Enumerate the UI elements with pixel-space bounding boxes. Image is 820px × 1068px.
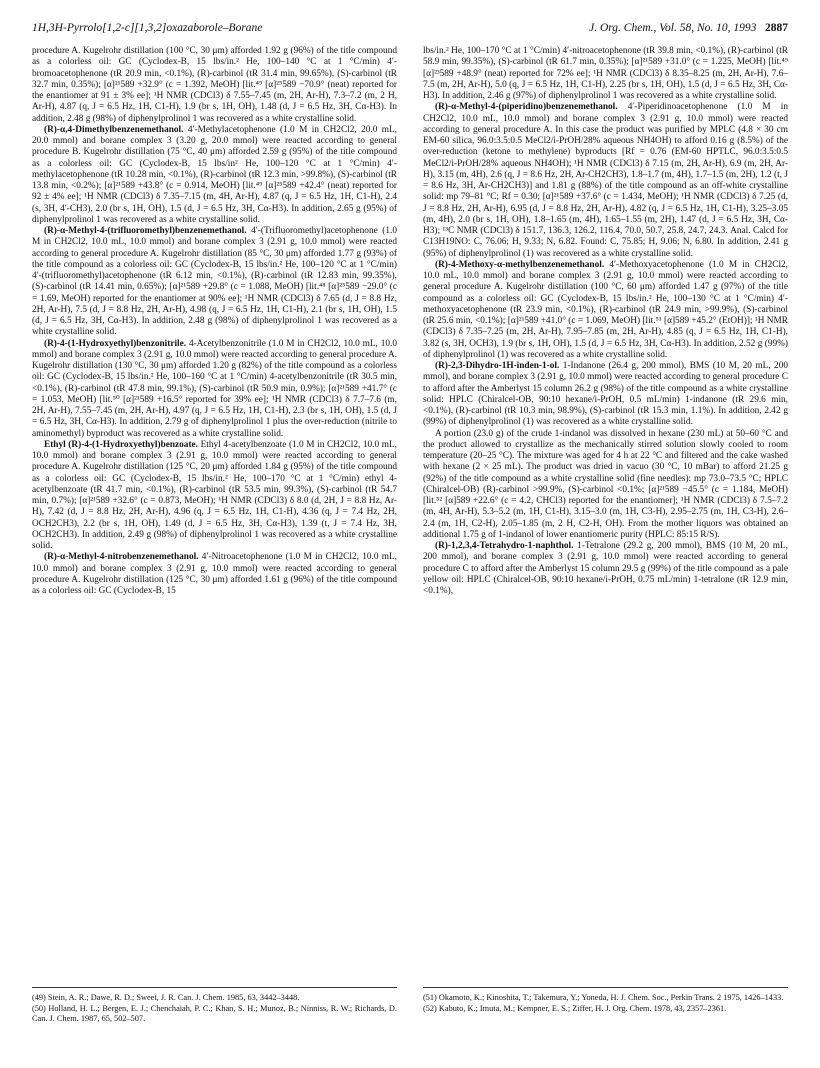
compound-heading: (R)-α-Methyl-4-nitrobenzenemethanol. <box>44 552 199 563</box>
compound-heading: (R)-α-Methyl-4-(trifluoromethyl)benzenemethanol. <box>44 226 247 236</box>
footnotes-left <box>32 993 397 1026</box>
left-column <box>32 46 397 597</box>
compound-heading: (R)-2,3-Dihydro-1H-inden-1-ol. <box>435 361 560 371</box>
paragraph: A portion (23.0 g) of the crude 1-indanol was dissolved in hexane (230 mL) at 50–60 °C and the product allowed to crystallize as the mechanically stirred solution slowly cooled to room temperature (20–25 °C). The mixture was aged for 4 h at 22 °C and filtered and the cake washed with hexane (2 × 25 mL). The product was dried in vacuo (30 °C, 10 mBar) to afford 21.25 g (92%) of the title compound as a white crystalline solid (fine needles): mp 73.0–73.5 °C; HPLC (Chiralcel-OB) (R)-carbinol >99.9%, (S)-carbinol <0.1%; [α]²¹589 −45.5° (c = 1.184, MeOH) [lit.⁵² [α]589 +22.6° (c = 4.2, CHCl3) reported for the enantiomer]; ¹H NMR (CDCl3) δ 7.5–7.2 (m, 4H, Ar-H), 5.3–5.2 (m, 1H, C1-H), 3.15–3.0 (m, 1H, C3-H), 2.95–2.75 (m, 1H, C3-H), 2.6–2.4 (m, 1H, C2-H), 2.05–1.85 (m, 2 H, C2-H, OH). From the mother liquors was obtained an additional 1.75 g of 1-indanol of lower enantiomeric purity (HPLC: 85:15 R/S). <box>423 428 788 540</box>
paragraph: (R)-α-Methyl-4-(trifluoromethyl)benzenemethanol. 4′-(Trifluoromethyl)acetophenone (1.0 M in CH2Cl2, 10.0 mL, 10.0 mmol) and borane complex 3 (2.91 g, 10.0 mmol) were reacted according to general procedure A. Kugelrohr distillation (85 °C, 30 μm) afforded 1.77 g (93%) of the title compound as a colorless oil: GC (Cyclodex-B, 15 lbs/in.² He, 100–120 °C at 1 °C/min) 4′-(trifluoromethyl)acetophenone (tR 6.12 min, <0.1%), (R)-carbinol (tR 12.83 min, 99.35%), (S)-carbinol (tR 14.41 min, 0.65%); [α]²¹589 +29.8° (c = 1.088, MeOH) [lit.⁴⁸ [α]²⁵589 −29.0° (c = 1.69, MeOH) reported for the enantiomer at 90% ee]; ¹H NMR (CDCl3) δ 7.65 (d, J = 8.8 Hz, 2H, Ar-H), 7.5 (d, J = 8.8 Hz, 2H, Ar-H), 4.98 (q, J = 6.5 Hz, 1H, C1-H), 2.1 (br s, 1H, OH), 1.5 (d, J = 6.5 Hz, 3H, Cα-H3). In addition, 2.48 g (98%) of diphenylprolinol 1 was recovered as a white crystalline solid. <box>32 226 397 338</box>
compound-heading: (R)-α,4-Dimethylbenzenemethanol. <box>44 124 184 135</box>
right-column <box>423 46 788 597</box>
footnote-divider <box>32 987 397 988</box>
footnote-divider <box>423 987 788 988</box>
journal-citation <box>589 22 788 34</box>
paragraph: (R)-4-(1-Hydroxyethyl)benzonitrile. 4-Acetylbenzonitrile (1.0 M in CH2Cl2, 10.0 mL, 10.0 mmol) and borane complex 3 (2.91 g, 10.0 mmol) were reacted according to general procedure A. Kugelrohr distillation (130 °C, 30 μm) afforded 1.20 g (82%) of the title compound as a colorless oil: GC (Cyclodex-B, 15 lbs/in.² He, 100–160 °C at 1 °C/min) 4-acetylbenzonitrile (tR 30.5 min, <0.1%), (R)-carbinol (tR 47.8 min, 99.1%), (S)-carbinol (tR 50.9 min, 0.9%); [α]²¹589 +41.7° (c = 1.053, MeOH) [lit.⁵⁰ [α]²¹589 +16.5° reported for 39% ee]; ¹H NMR (CDCl3) δ 7.7–7.6 (m, 2H, Ar-H), 7.55–7.45 (m, 2H, Ar-H), 4.97 (q, J = 6.5 Hz, 1H, C1-H), 2.3 (br s, 1H, OH), 1.5 (d, J = 6.5 Hz, 3H, Cα-H3). In addition, 2.79 g of diphenylprolinol 1 plus the over-reduction (nitrile to aminomethyl) byproduct was recovered as a white crystalline solid. <box>32 338 397 439</box>
paragraph: (R)-1,2,3,4-Tetrahydro-1-naphthol. 1-Tetralone (29.2 g, 200 mmol), BMS (10 M, 20 mL, 200 mmol), and borane complex 3 (2.91 g, 10.0 mmol) were reacted according to general procedure C to afford after the Amberlyst 15 column 29.5 g (99%) of the title compound as a pale yellow oil: HPLC (Chiralcel-OB, 90:10 hexane/i-PrOH, 0.75 mL/min) 1-tetralone (tR 12.9 min, <0.1%), <box>423 541 788 596</box>
footnote: (51) Okamoto, K.; Kinoshita, T.; Takemura, Y.; Yoneda, H. J. Chem. Soc., Perkin Trans. 2 1975, 1426–1433. <box>423 993 784 1002</box>
paragraph: (R)-4-Methoxy-α-methylbenzenemethanol. 4′-Methoxyacetophenone (1.0 M in CH2Cl2, 10.0 mL, 10.0 mmol) and borane complex 3 (2.91 g, 10.0 mmol) were reacted according to general procedure A. Kugelrohr distillation (100 °C, 60 μm) afforded 1.47 g (97%) of the title compound as a colorless oil: GC (Cyclodex-B, 15 lbs/in.² He, 100–130 °C at 1 °C/min) 4′-methoxyacetophenone (tR 23.9 min, <0.1%), (R)-carbinol (tR 24.9 min, >99.9%), (S)-carbinol (tR 25.6 min, <0.1%); [α]²¹589 +41.0° (c = 1.069, MeOH) [lit.⁵¹ [α]589 +45.2° (EtOH)]; ¹H NMR (CDCl3) δ 7.35–7.25 (m, 2H, Ar-H), 7.95–7.85 (m, 2H, Ar-H), 4.85 (q, J = 6.5 Hz, 1H, C1-H), 3.82 (s, 3H, OCH3), 1.9 (br s, 1H, OH), 1.5 (d, J = 6.5 Hz, 3H, Cα-H3). In addition, 2.52 g (99%) of diphenylprolinol (1) was recovered as a white crystalline solid. <box>423 259 788 360</box>
paragraph: (R)-α-Methyl-4-nitrobenzenemethanol. 4′-Nitroacetophenone (1.0 M in CH2Cl2, 10.0 mL, 10.0 mmol) and borane complex 3 (2.91 g, 10.0 mmol) were reacted according to general procedure A. Kugelrohr distillation (125 °C, 30 μm) afforded 1.61 g (96%) of the title compound as a colorless oil: GC (Cyclodex-B, 15 <box>32 552 397 596</box>
journal-name: J. Org. Chem., Vol. 58, No. 10, 1993 <box>589 22 757 34</box>
compound-heading: (R)-1,2,3,4-Tetrahydro-1-naphthol. <box>435 541 574 551</box>
running-title: 1H,3H-Pyrrolo[1,2-c][1,3,2]oxazaborole–Borane <box>32 22 263 34</box>
paragraph: (R)-2,3-Dihydro-1H-inden-1-ol. 1-Indanone (26.4 g, 200 mmol), BMS (10 M, 20 mL, 200 mmol), and borane complex 3 (2.91 g, 10.0 mmol) were reacted according to general procedure C to afford after the Amberlyst 15 column 26.2 g (98%) of the title compound as a white crystalline solid: HPLC (Chiralcel-OB, 90:10 hexane/i-PrOH, 0.5 mL/min) 1-indanone (tR 29.6 min, <0.1%), (R)-carbinol (tR 10.3 min, 98.9%), (S)-carbinol (tR 15.3 min, 1.1%). In addition, 2.42 g (99%) of diphenylprolinol (1) was recovered as a white crystalline solid. <box>423 361 788 428</box>
compound-heading: (R)-4-(1-Hydroxyethyl)benzonitrile. <box>44 338 187 349</box>
page-number: 2887 <box>765 22 788 34</box>
footnote: (50) Holland, H. L.; Bergen, E. J.; Chenchaiah, P. C.; Khan, S. H.; Munoz, B.; Ninniss, R. W.; Richards, D. Can. J. Chem. 1987, 65, 502–507. <box>32 1004 397 1024</box>
paragraph: lbs/in.² He, 100–170 °C at 1 °C/min) 4′-nitroacetophenone (tR 39.8 min, <0.1%), (R)-carbinol (tR 58.9 min, 99.35%), (S)-carbinol (tR 61.7 min, 0.35%); [α]²¹589 +31.0° (c = 1.225, MeOH) [lit.⁴⁹ [α]²³589 +48.9° (neat) reported for 72% ee]; ¹H NMR (CDCl3) δ 8.35–8.25 (m, 2H, Ar-H), 7.6–7.5 (m, 2H, Ar-H), 5.0 (q, J = 6.5 Hz, 1H, C1-H), 2.25 (br s, 1H, OH), 1.5 (d, J = 6.5 Hz, 3H, Cα-H3). In addition, 2.46 g (97%) of diphenylprolinol 1 was recovered as a white crystalline solid. <box>423 46 788 101</box>
paragraph: procedure A. Kugelrohr distillation (100 °C, 30 μm) afforded 1.92 g (96%) of the title compound as a colorless oil: GC (Cyclodex-B, 15 lbs/in.² He, 100–140 °C at 1 °C/min) 4′-bromoacetophenone (tR 20.9 min, <0.1%), (R)-carbinol (tR 31.4 min, 99.65%), (S)-carbinol (tR 32.7 min, 0.35%); [α]²¹589 +32.9° (c = 1.392, MeOH) [lit.⁴⁹ [α]²⁵589 −70.9° (neat) reported for the enantiomer at 91 ± 3% ee]; ¹H NMR (CDCl3) δ 7.55–7.45 (m, 2H, Ar-H), 7.3–7.2 (m, 2 H, Ar-H), 4.87 (q, J = 6.5 Hz, 1H, C1-H), 1.9 (br s, 1H, OH), 1.48 (d, J = 6.5 Hz, 3H, Cα-H3). In addition, 2.48 g (98%) of diphenylprolinol 1 was recovered as a white crystalline solid. <box>32 46 397 124</box>
compound-heading: (R)-4-Methoxy-α-methylbenzenemethanol. <box>435 259 605 270</box>
paragraph: (R)-α,4-Dimethylbenzenemethanol. 4′-Methylacetophenone (1.0 M in CH2Cl2, 20.0 mL, 20.0 mmol) and borane complex 3 (3.20 g, 20.0 mmol) were reacted according to general procedure B. Kugelrohr distillation (75 °C, 40 μm) afforded 2.59 g (95%) of the title compound as a colorless oil: GC (Cyclodex-B, 15 lbs/in² He, 100–120 °C at 1 °C/min) 4′-methylacetophenone (tR 10.28 min, <0.1%), (R)-carbinol (tR 12.3 min, >99.8%), (S)-carbinol (tR 13.8 min, <0.2%); [α]²¹589 +43.8° (c = 0.914, MeOH) [lit.⁴⁹ [α]²⁵589 +42.4° (neat) reported for 92 ± 4% ee]; ¹H NMR (CDCl3) δ 7.35–7.15 (m, 4H, Ar-H), 4.87 (q, J = 6.5 Hz, 1H, C1-H), 2.4 (s, 3H, 4′-CH3), 2.0 (br s, 1H, OH), 1.5 (d, J = 6.5 Hz, 3H, Cα-H3). In addition, 2.65 g (95%) of diphenylprolinol 1 was recovered as a white crystalline solid. <box>32 124 397 225</box>
page-header <box>32 22 788 38</box>
paragraph: Ethyl (R)-4-(1-Hydroxyethyl)benzoate. Ethyl 4-acetylbenzoate (1.0 M in CH2Cl2, 10.0 mL, 10.0 mmol) and borane complex 3 (2.91 g, 10.0 mmol) were reacted according to general procedure A. Kugelrohr distillation (125 °C, 20 μm) afforded 1.84 g (95%) of the title compound as a colorless oil: GC (Cyclodex-B, 15 lbs/in.² He, 100–170 °C at 1 °C/min) ethyl 4-acetylbenzoate (tR 41.7 min, <0.1%), (R)-carbinol (tR 53.5 min, 99.3%), (S)-carbinol (tR 54.7 min, 0.7%); [α]²¹589 +32.6° (c = 0.873, MeOH); ¹H NMR (CDCl3) δ 8.0 (d, 2H, J = 8.8 Hz, Ar-H), 7.42 (d, J = 8.8 Hz, 2H, Ar-H), 4.96 (q, J = 6.5 Hz, 1H, C1-H), 4.36 (q, J = 7.4 Hz, 2H, OCH2CH3), 2.2 (br s, 1H, OH), 1.49 (d, J = 6.5 Hz, 3H, Cα-H3), 1.39 (t, J = 7.4 Hz, 3H, OCH2CH3). In addition, 2.49 g (98%) of diphenylprolinol 1 was recovered as a white crystalline solid. <box>32 439 397 551</box>
paragraph: (R)-α-Methyl-4-(piperidino)benzenemethanol. 4′-Piperidinoacetophenone (1.0 M in CH2Cl2, 10.0 mL, 10.0 mmol) and borane complex 3 (2.91 g, 10.0 mmol) were reacted according to general procedure A. In this case the product was purified by MPLC (4.8 × 30 cm EM-60 silica, 96.0:3.5:0.5 MeCl2/i-PrOH/28% aqueous NH4OH) to afford 0.16 g (8.5%) of the over-reduction (ketone to methylene) byproducts [Rf = 0.76 (EM-60 HPTLC, 96.0:3.5:0.5 MeCl2/i-PrOH/28% aqueous NH4OH); ¹H NMR (CDCl3) δ 7.15 (m, 2H, Ar-H), 6.9 (m, 2H, Ar-H), 3.15 (m, 4H), 2.6 (q, J = 8.6 Hz, 2H, Ar-CH2CH3), 1.8–1.7 (m, 4H), 1.7–1.5 (m, 2H), 1.2 (t, J = 8.6 Hz, 3H, Ar-CH2CH3)] and 1.81 g (88%) of the title compound as an off-white crystalline solid: mp 79–81 °C; Rf = 0.30; [α]²¹589 +37.6° (c = 1.434, MeOH); ¹H NMR (CDCl3) δ 7.25 (d, J = 8.8 Hz, 2H, Ar-H), 6.95 (d, J = 8.8 Hz, 2H, Ar-H), 4.82 (q, J = 6.5 Hz, 1H, C1-H), 3.25–3.05 (m, 4H), 2.0 (br s, 1H, OH), 1.8–1.65 (m, 4H), 1.65–1.55 (m, 2H), 1.47 (d, J = 6.5 Hz, 3H, Cα-H3); ¹³C NMR (CDCl3) δ 151.7, 136.3, 126.2, 116.4, 70.0, 50.7, 25.8, 24.7, 24.3. Anal. Calcd for C13H19NO: C, 76.06; H, 9.33; N, 6.82. Found: C, 75.85; H, 9.06; N, 6.80. In addition, 2.41 g (95%) of diphenylprolinol (1) was recovered as a white crystalline solid. <box>423 102 788 259</box>
footnote: (49) Stein, A. R.; Dawe, R. D.; Sweet, J. R. Can. J. Chem. 1985, 63, 3442–3448. <box>32 993 300 1002</box>
footnotes-right <box>423 993 788 1015</box>
footnote: (52) Kabuto, K.; Imuta, M.; Kempner, E. S.; Ziffer, H. J. Org. Chem. 1978, 43, 2357–2361. <box>423 1004 727 1014</box>
compound-heading: (R)-α-Methyl-4-(piperidino)benzenemethanol. <box>435 102 618 113</box>
compound-heading: Ethyl (R)-4-(1-Hydroxyethyl)benzoate. <box>44 439 199 450</box>
